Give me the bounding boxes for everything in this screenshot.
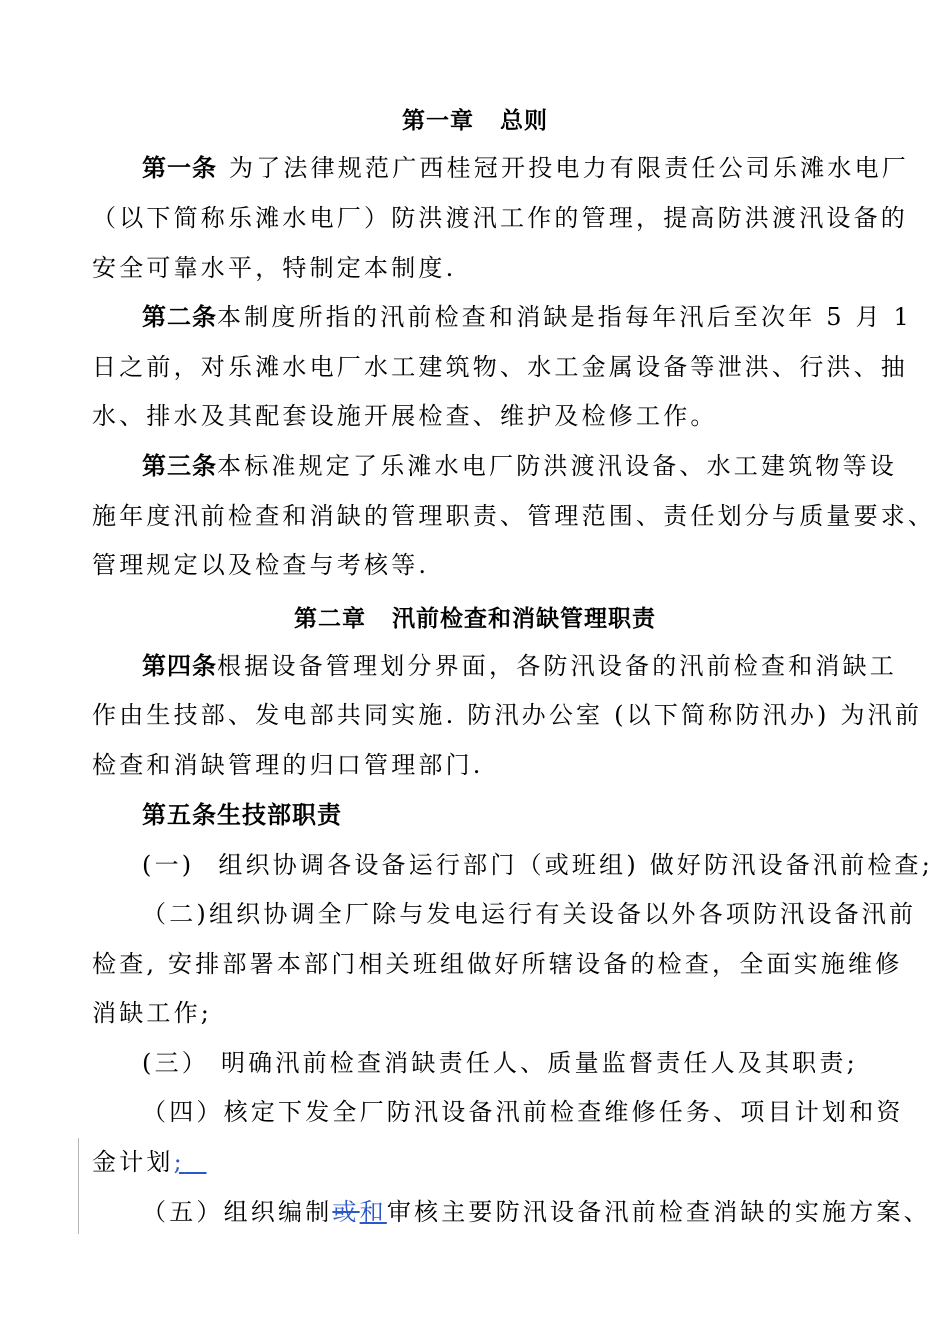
item-5-text-after: 审核主要防汛设备汛前检查消缺的实施方案、: [386, 1198, 931, 1226]
item-1-number: (一): [142, 851, 195, 879]
article-5-item-2-line-1: [142, 899, 916, 929]
item-4-text-2: 金计划: [92, 1148, 174, 1176]
item-4-text-1: 核定下发全厂防汛设备汛前检查维修任务、项目计划和资: [223, 1098, 904, 1126]
article-3-line-1: [142, 451, 897, 481]
article-2-line-1: [142, 302, 912, 332]
article-1-line-1: [142, 153, 909, 183]
article-1-line-3: 安全可靠水平，特制定本制度.: [92, 254, 457, 282]
item-4-number: （四）: [142, 1098, 224, 1126]
tracked-insertion: ;: [173, 1148, 185, 1176]
article-2-text-1: 本制度所指的汛前检查和消缺是指每年汛后至次年 5 月 1: [217, 303, 913, 331]
item-2-number: （二): [142, 900, 209, 928]
article-5-item-4-line-2: [92, 1147, 207, 1177]
article-5-item-2-line-3: 消缺工作;: [92, 999, 213, 1027]
item-5-text-before: 组织编制: [223, 1198, 333, 1226]
item-3-text: 明确汛前检查消缺责任人、质量监督责任人及其职责;: [220, 1049, 858, 1077]
chapter-2-label: 第二章: [294, 606, 366, 632]
revision-margin-bar: [78, 1138, 79, 1234]
item-1-text: 组织协调各设备运行部门（或班组) 做好防汛设备汛前检查;: [218, 851, 934, 879]
article-2-line-2: 日之前，对乐滩水电厂水工建筑物、水工金属设备等泄洪、行洪、抽: [92, 353, 908, 381]
article-3-line-2: 施年度汛前检查和消缺的管理职责、管理范围、责任划分与质量要求、: [92, 502, 936, 530]
article-4-label: 第四条: [142, 652, 217, 680]
article-4-line-3: 检查和消缺管理的归口管理部门.: [92, 751, 484, 779]
chapter-2-heading: [0, 600, 950, 633]
article-5-item-2-line-2: 检查, 安排部署本部门相关班组做好所辖设备的检查，全面实施维修: [92, 950, 903, 978]
article-5-heading: 第五条生技部职责: [142, 801, 342, 829]
article-4-line-2: 作由生技部、发电部共同实施. 防汛办公室 (以下简称防汛办) 为汛前: [92, 701, 923, 729]
article-5-item-5: [142, 1197, 931, 1227]
tracked-insertion: 和: [359, 1198, 387, 1226]
article-5-item-3: [142, 1048, 858, 1078]
item-2-text-1: 组织协调全厂除与发电运行有关设备以外各项防汛设备汛前: [208, 900, 917, 928]
article-1-text-1: 为了法律规范广西桂冠开投电力有限责任公司乐滩水电厂: [229, 154, 909, 182]
article-1-label: 第一条: [142, 154, 217, 182]
article-2-label: 第二条: [142, 303, 217, 331]
item-3-number: (三）: [142, 1049, 209, 1077]
article-2-line-3: 水、排水及其配套设施开展检查、维护及检修工作。: [92, 402, 718, 430]
article-3-line-3: 管理规定以及检查与考核等.: [92, 551, 430, 579]
tracked-deletion: 或: [332, 1198, 360, 1226]
chapter-2-title: 汛前检查和消缺管理职责: [392, 606, 656, 632]
article-4-text-1: 根据设备管理划分界面，各防汛设备的汛前检查和消缺工: [217, 652, 897, 680]
article-3-label: 第三条: [142, 452, 217, 480]
item-5-number: （五）: [142, 1198, 224, 1226]
article-4-line-1: [142, 651, 897, 681]
chapter-1-title: 总则: [500, 108, 548, 134]
article-5-item-4-line-1: [142, 1097, 904, 1127]
article-5-item-1: [142, 850, 933, 880]
article-3-text-1: 本标准规定了乐滩水电厂防洪渡汛设备、水工建筑物等设: [217, 452, 897, 480]
chapter-1-heading: [0, 102, 950, 135]
chapter-1-label: 第一章: [402, 108, 474, 134]
article-1-line-2: （以下简称乐滩水电厂）防洪渡汛工作的管理，提高防洪渡汛设备的: [92, 204, 908, 232]
